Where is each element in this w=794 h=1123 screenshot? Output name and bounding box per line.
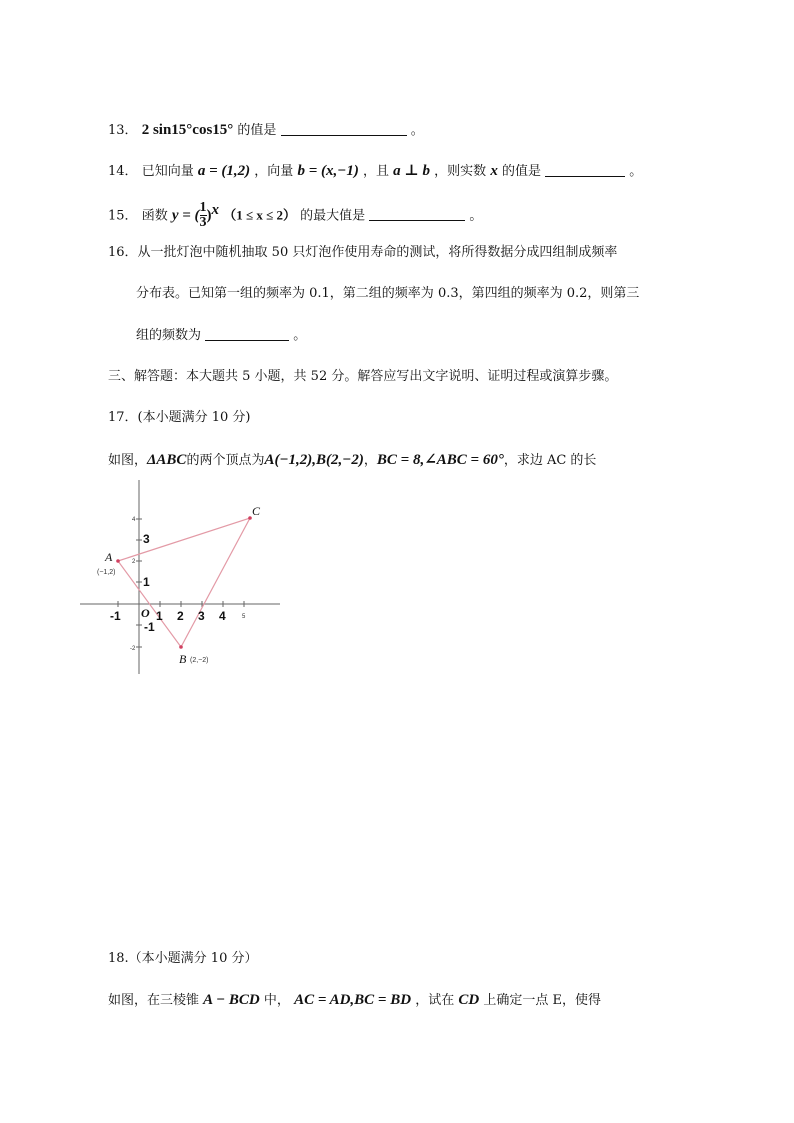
q13-end: 。 <box>410 123 424 138</box>
q15-function: y = ( <box>171 207 200 224</box>
q17-triangle: ΔABC <box>147 452 187 468</box>
q17-text-2: 的两个顶点为 <box>186 453 265 468</box>
q15-answer-blank[interactable] <box>369 206 465 221</box>
q14-text-2: ，向量 <box>254 164 294 179</box>
q18-segment-cd: CD <box>458 992 480 1008</box>
q13-answer-blank[interactable] <box>281 121 407 136</box>
q14-text-3: ，且 <box>362 164 389 179</box>
q14-number: 14． <box>108 164 138 179</box>
q18-pyramid: A − BCD <box>203 992 260 1008</box>
y-tick-label: 3 <box>143 532 150 546</box>
y-tick-label: -1 <box>144 620 155 634</box>
q15-exponent: x <box>211 202 220 218</box>
x-tick-label: 1 <box>156 609 163 623</box>
q17-text: 如图， <box>108 453 148 468</box>
question-16-line-2: 分布表。已知第一组的频率为 0.1，第二组的频率为 0.3，第四组的频率为 0.2，则第三 <box>136 286 640 301</box>
label-c: C <box>252 504 261 518</box>
y-tick-label-small: -2 <box>130 646 136 652</box>
q15-paren: ) <box>206 207 212 224</box>
question-16-line-3 <box>136 326 306 346</box>
q14-vector-a: a = (1,2) <box>197 163 251 179</box>
q15-end: 。 <box>469 208 483 224</box>
q16-answer-blank[interactable] <box>205 326 289 341</box>
y-tick-label-small: 2 <box>132 559 136 565</box>
y-tick-label: 1 <box>143 575 150 589</box>
question-16-line-1: 16．从一批灯泡中随机抽取 50 只灯泡作使用寿命的测试，将所得数据分成四组制成频率 <box>108 245 618 260</box>
x-tick-label: -1 <box>110 609 121 623</box>
question-14 <box>108 161 642 182</box>
q17-text-3: ， <box>363 453 377 468</box>
q14-perpendicular: a ⊥ b <box>393 163 431 179</box>
q14-vector-b: b = (x,−1) <box>297 163 359 179</box>
y-tick-label-small: 4 <box>132 517 136 523</box>
label-b: B <box>179 652 187 666</box>
q18-text-3: ，试在 <box>415 993 455 1008</box>
q17-header: 17．(本小题满分 10 分) <box>108 410 251 425</box>
q18-text-4: 上确定一点 E，使得 <box>483 993 601 1008</box>
q13-number: 13． <box>108 123 138 138</box>
q15-fraction: $\frac{1}{3}$ <box>199 200 207 231</box>
q17-text-4: ，求边 AC 的长 <box>503 453 597 468</box>
q14-text: 已知向量 <box>141 164 194 179</box>
q18-condition: AC = AD,BC = BD <box>294 992 412 1008</box>
question-15 <box>108 200 482 230</box>
q15-text-2: 的最大值是 <box>300 208 366 224</box>
q14-answer-blank[interactable] <box>545 162 625 177</box>
q17-points: A(−1,2),B(2,−2) <box>264 452 364 468</box>
q18-text-2: 中， <box>263 993 290 1008</box>
q15-number: 15． <box>108 208 138 224</box>
q16-end: 。 <box>293 328 307 343</box>
question-18 <box>108 990 601 1011</box>
label-b-coord: (2,−2) <box>190 657 209 664</box>
label-a: A <box>105 550 113 564</box>
q15-condition: （1 ≤ x ≤ 2） <box>223 207 296 223</box>
q17-condition: BC = 8,∠ABC = 60° <box>376 452 504 468</box>
q13-text: 的值是 <box>237 123 277 138</box>
q14-text-5: 的值是 <box>501 164 541 179</box>
section-3-heading: 三、解答题：本大题共 5 小题，共 52 分。解答应写出文字说明、证明过程或演算步骤。 <box>108 369 618 384</box>
x-tick-label-small: 5 <box>242 614 246 620</box>
point-b <box>179 645 183 649</box>
q18-text: 如图，在三棱锥 <box>108 993 200 1008</box>
q15-text: 函数 <box>141 208 168 224</box>
question-17 <box>108 450 596 471</box>
label-a-coord: (−1,2) <box>97 569 116 576</box>
q16-text: 组的频数为 <box>136 328 202 343</box>
q14-text-4: ，则实数 <box>434 164 487 179</box>
point-a <box>116 559 120 563</box>
q14-variable-x: x <box>490 163 498 179</box>
x-tick-label: 2 <box>177 609 184 623</box>
q13-expression: 2 sin15°cos15° <box>141 122 234 138</box>
question-13 <box>108 120 424 141</box>
label-origin: O <box>141 606 150 620</box>
q14-end: 。 <box>629 164 643 179</box>
x-tick-label: 3 <box>198 609 205 623</box>
q18-header: 18.（本小题满分 10 分） <box>108 951 258 966</box>
x-tick-label: 4 <box>219 609 226 623</box>
coordinate-figure <box>80 478 290 678</box>
